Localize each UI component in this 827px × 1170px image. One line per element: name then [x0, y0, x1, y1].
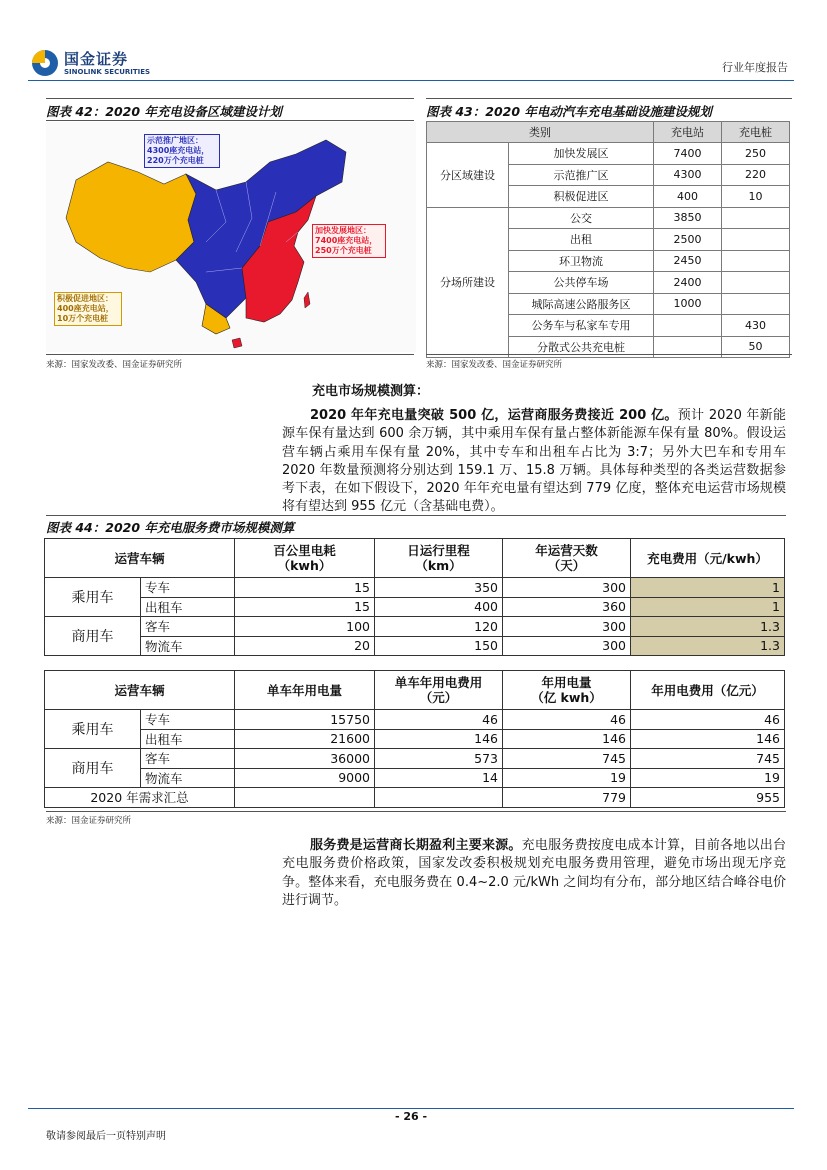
table-row: [427, 143, 790, 165]
table-header-row: [45, 539, 785, 578]
t1-header: 充电费用（元/kwh）: [631, 539, 785, 578]
table-row: [45, 710, 785, 730]
table-cell: 示范推广区: [509, 164, 654, 186]
fig44-title: 图表 44：2020 年充电服务费市场规模测算: [46, 520, 295, 535]
table-cell: 350: [375, 578, 503, 598]
footer-divider: [28, 1108, 794, 1109]
fig42-bottom-rule: [46, 354, 414, 355]
table-row: [45, 749, 785, 769]
table-cell: 20: [235, 636, 375, 656]
table-row: [427, 207, 790, 229]
table-cell: 430: [722, 315, 790, 337]
closing-body: 充电服务费按度电成本计算，目前各地以出台充电服务费价格政策，国家发改委积极规划充电服务费用管理，避免市场出现无序竞争。整体来看，充电服务费在 0.4~2.0 元/kWh 之间均有分布，部分地区结合峰谷电价进行调节。: [282, 838, 786, 908]
fig42-title: 图表 42：2020 年充电设备区域建设计划: [46, 104, 282, 119]
table-cell: 专车: [141, 578, 235, 598]
table-row: [45, 768, 785, 788]
label-accel-line2: 7400座充电站，: [315, 236, 378, 245]
table-cell: 400: [375, 597, 503, 617]
logo-english-name: SINOLINK SECURITIES: [64, 68, 151, 76]
table-cell: 300: [503, 617, 631, 637]
table-cell: 7400: [654, 143, 722, 165]
t1-header: 日运行里程 （km）: [375, 539, 503, 578]
t2-header: 运营车辆: [45, 671, 235, 710]
fig44-table-2: [44, 670, 785, 808]
table-cell: 146: [503, 729, 631, 749]
fig43-title: 图表 43：2020 年电动汽车充电基础设施建设规划: [426, 104, 712, 119]
label-active: [54, 292, 122, 326]
fig43-header-piles: 充电桩: [722, 122, 790, 143]
table-cell: 19: [503, 768, 631, 788]
table-cell: 城际高速公路服务区: [509, 293, 654, 315]
table-cell: 公交: [509, 207, 654, 229]
label-demo: [144, 134, 220, 168]
closing-paragraph: [282, 837, 786, 910]
t2-header: 年用电费用（亿元）: [631, 671, 785, 710]
table-cell: 46: [503, 710, 631, 730]
t1-header: 年运营天数 （天）: [503, 539, 631, 578]
table-row: [45, 729, 785, 749]
table-cell: 专车: [141, 710, 235, 730]
table-cell: 公共停车场: [509, 272, 654, 294]
table-cell: 公务车与私家车专用: [509, 315, 654, 337]
table-cell: 400: [654, 186, 722, 208]
table-cell: 9000: [235, 768, 375, 788]
table-cell: 300: [503, 578, 631, 598]
table-cell: 46: [375, 710, 503, 730]
page-number: - 26 -: [395, 1110, 428, 1123]
section-heading: 充电市场规模测算：: [312, 384, 430, 399]
table-row: [45, 636, 785, 656]
region-hainan: [232, 338, 242, 348]
table-cell: 573: [375, 749, 503, 769]
fig43-table: [426, 121, 790, 358]
label-active-line3: 10万个充电桩: [57, 314, 109, 323]
table-cell: 物流车: [141, 768, 235, 788]
footer-disclaimer: 敬请参阅最后一页特别声明: [46, 1131, 166, 1142]
table-cell: 2450: [654, 250, 722, 272]
fig43-source: 来源：国家发改委、国金证券研究所: [426, 360, 563, 370]
table-cell: 360: [503, 597, 631, 617]
table-cell: 21600: [235, 729, 375, 749]
fig43-group-regional: 分区域建设: [427, 143, 509, 208]
header-divider: [28, 80, 794, 81]
fig44-bottom-rule: [46, 811, 786, 812]
t2-header: 单车年用电费用 （元）: [375, 671, 503, 710]
table-cell: 146: [375, 729, 503, 749]
total-kwh: 779: [503, 788, 631, 808]
table-cell: [722, 207, 790, 229]
table-cell: 1: [631, 578, 785, 598]
table-cell: 4300: [654, 164, 722, 186]
table-cell: 150: [375, 636, 503, 656]
table-cell: 50: [722, 336, 790, 358]
fig43-header-category: 类别: [427, 122, 654, 143]
table-row: [45, 617, 785, 637]
china-region-map: [46, 122, 416, 352]
table-cell: 120: [375, 617, 503, 637]
closing-lead: 服务费是运营商长期盈利主要来源。: [310, 838, 522, 853]
region-taiwan: [304, 292, 310, 308]
t1-header: 运营车辆: [45, 539, 235, 578]
table-cell: 146: [631, 729, 785, 749]
table-cell: 36000: [235, 749, 375, 769]
fig42-title-rule: [46, 120, 414, 121]
table-cell: 300: [503, 636, 631, 656]
t1-header: 百公里电耗 （kwh）: [235, 539, 375, 578]
table-row: [45, 597, 785, 617]
t2-header: 年用电量 （亿 kwh）: [503, 671, 631, 710]
table-cell: 2400: [654, 272, 722, 294]
table-cell: [722, 229, 790, 251]
table-cell: 250: [722, 143, 790, 165]
table-cell: 1.3: [631, 617, 785, 637]
table-cell: 出租车: [141, 729, 235, 749]
t1-group-commercial: 商用车: [45, 617, 141, 656]
label-accelerate: [312, 224, 386, 258]
report-type: 行业年度报告: [722, 61, 788, 74]
region-west-active: [66, 162, 196, 272]
table-cell: 1.3: [631, 636, 785, 656]
table-cell: 分散式公共充电桩: [509, 336, 654, 358]
label-demo-line3: 220万个充电桩: [147, 156, 204, 165]
total-cost: 955: [631, 788, 785, 808]
fig44-source: 来源：国金证券研究所: [46, 816, 132, 826]
table-cell: 1000: [654, 293, 722, 315]
fig44-table-1: [44, 538, 785, 656]
label-accel-line3: 250万个充电桩: [315, 246, 372, 255]
t2-group-commercial: 商用车: [45, 749, 141, 788]
table-cell: 积极促进区: [509, 186, 654, 208]
t1-group-passenger: 乘用车: [45, 578, 141, 617]
table-cell: 220: [722, 164, 790, 186]
label-demo-line1: 示范推广地区：: [147, 136, 203, 145]
fig44-top-rule: [46, 515, 786, 516]
table-cell: 出租: [509, 229, 654, 251]
table-cell: 100: [235, 617, 375, 637]
table-cell: [722, 272, 790, 294]
table-cell: 46: [631, 710, 785, 730]
table-cell: 1: [631, 597, 785, 617]
table-cell-empty: [375, 788, 503, 808]
paragraph-lead: 2020 年年充电量突破 500 亿，运营商服务费接近 200 亿。: [310, 408, 678, 423]
t2-group-passenger: 乘用车: [45, 710, 141, 749]
table-cell: 环卫物流: [509, 250, 654, 272]
table-cell: [722, 293, 790, 315]
fig42-source: 来源：国家发改委、国金证券研究所: [46, 360, 183, 370]
table-cell-empty: [235, 788, 375, 808]
table-cell: 10: [722, 186, 790, 208]
section-paragraph: [282, 407, 786, 517]
table-cell: 出租车: [141, 597, 235, 617]
table-cell: 物流车: [141, 636, 235, 656]
table-cell: 745: [631, 749, 785, 769]
logo-chinese-name: 国金证券: [64, 50, 129, 68]
fig43-header-row: [427, 122, 790, 143]
label-active-line2: 400座充电站，: [57, 304, 114, 313]
table-cell: 19: [631, 768, 785, 788]
total-label: 2020 年需求汇总: [45, 788, 235, 808]
table-cell: 客车: [141, 617, 235, 637]
fig43-group-venue: 分场所建设: [427, 207, 509, 358]
fig43-top-rule: [426, 98, 792, 99]
table-cell: 15: [235, 597, 375, 617]
table-row: [45, 578, 785, 598]
t2-header: 单车年用电量: [235, 671, 375, 710]
table-cell: [654, 315, 722, 337]
table-cell: 745: [503, 749, 631, 769]
page-header: [28, 44, 798, 80]
table-header-row: [45, 671, 785, 710]
table-cell: 加快发展区: [509, 143, 654, 165]
table-cell: 15: [235, 578, 375, 598]
label-active-line1: 积极促进地区：: [57, 294, 113, 303]
table-cell: [722, 250, 790, 272]
fig43-bottom-rule: [426, 354, 792, 355]
paragraph-body: 预计 2020 年新能源车保有量达到 600 余万辆，其中乘用车保有量占整体新能源车保有量 80%。假设运营车辆占乘用车保有量 20%，其中专车和出租车占比为 3:7；另外大巴车和专用车 2020 年数量预测将分别达到 159.1 万、15.8 万辆。具体每种类型的各类运营数据参考下表，在如下假设下，2020 年年充电量有望达到 779 亿度，整体充电运营市场规模将有望达到 955 亿元（含基础电费）。: [282, 408, 786, 515]
fig42-top-rule: [46, 98, 414, 99]
logo-accent: [32, 50, 45, 63]
label-demo-line2: 4300座充电站，: [147, 146, 210, 155]
table-cell: 客车: [141, 749, 235, 769]
table-cell: 3850: [654, 207, 722, 229]
table-cell: 2500: [654, 229, 722, 251]
table-cell: 15750: [235, 710, 375, 730]
table-total-row: [45, 788, 785, 808]
fig43-header-stations: 充电站: [654, 122, 722, 143]
label-accel-line1: 加快发展地区：: [315, 226, 371, 235]
table-cell: 14: [375, 768, 503, 788]
